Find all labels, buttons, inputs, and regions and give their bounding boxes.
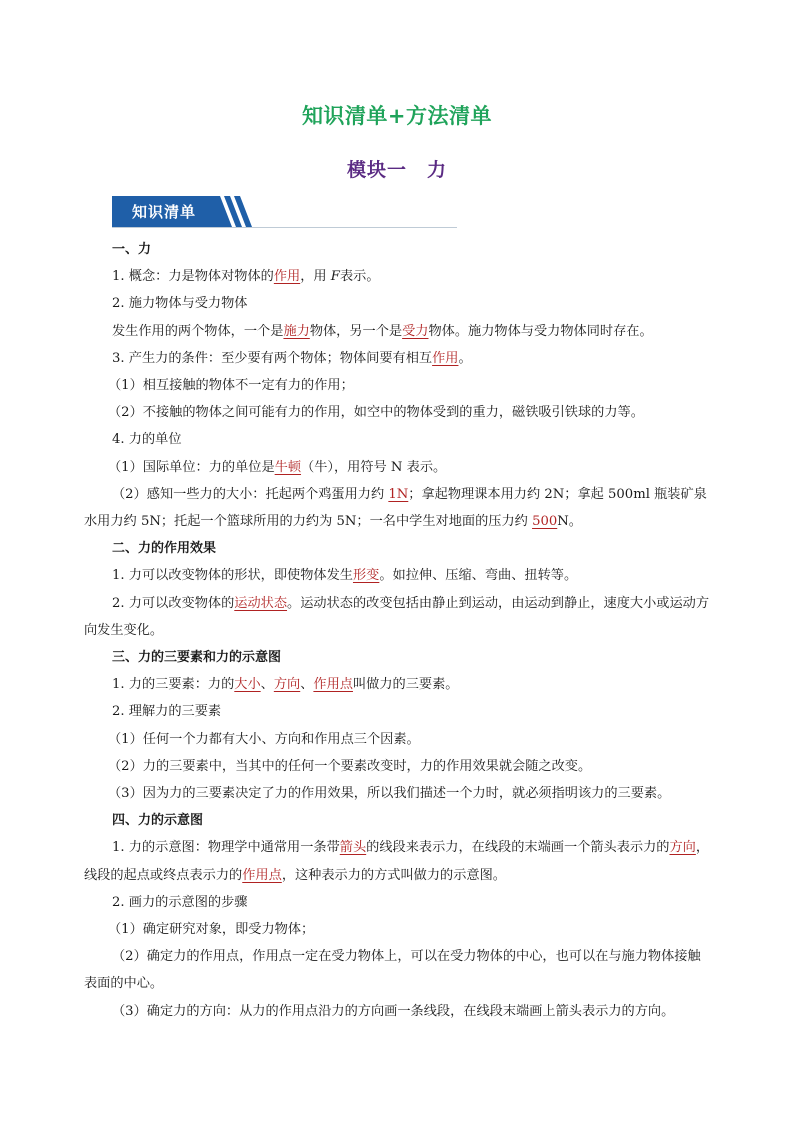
- text: 2. 力可以改变物体的: [112, 595, 235, 611]
- paragraph: 4. 力的单位: [112, 432, 182, 448]
- paragraph: （3）因为力的三要素决定了力的作用效果，所以我们描述一个力时，就必须指明该力的三要素。: [108, 786, 671, 802]
- keyword: 1N: [388, 486, 409, 502]
- text: 1. 力的示意图：物理学中通常用一条带: [112, 840, 340, 856]
- text: 、: [260, 677, 274, 693]
- text: 、: [300, 677, 314, 693]
- paragraph: [84, 481, 712, 535]
- paragraph: 2. 理解力的三要素: [112, 704, 222, 720]
- paragraph: [84, 263, 712, 290]
- document-title: 知识清单+方法清单: [301, 104, 493, 128]
- paragraph: （1）任何一个力都有大小、方向和作用点三个因素。: [108, 731, 420, 747]
- paragraph: [84, 318, 712, 345]
- keyword: 牛顿: [274, 459, 302, 475]
- section-heading-1: 一、力: [112, 242, 152, 257]
- text: 3. 产生力的条件：至少要有两个物体；物体间要有相互: [112, 350, 433, 366]
- module-title: 模块一 力: [346, 159, 447, 181]
- section-banner: [112, 196, 457, 232]
- text: ，这种表示力的方式叫做力的示意图。: [281, 867, 506, 883]
- section-heading-4: 四、力的示意图: [112, 813, 204, 829]
- text: 1. 力的三要素：力的: [112, 677, 235, 693]
- paragraph: （1）确定研究对象，即受力物体；: [108, 922, 315, 938]
- section-heading-3: 三、力的三要素和力的示意图: [112, 650, 282, 666]
- text: 表示。: [339, 269, 380, 285]
- keyword: 大小: [234, 677, 261, 693]
- text: 的线段来表示力，在线段的末端画一个箭头表示力的: [366, 840, 670, 856]
- paragraph: [84, 454, 712, 481]
- keyword: 受力: [402, 323, 429, 339]
- symbol: F: [330, 269, 340, 285]
- text: 。: [458, 350, 472, 366]
- paragraph: 2. 施力物体与受力物体: [112, 296, 248, 312]
- paragraph: [84, 590, 712, 644]
- section-heading-2: 二、力的作用效果: [112, 541, 217, 557]
- text: N。: [557, 514, 582, 530]
- keyword: 施力: [283, 323, 310, 339]
- paragraph: （2）力的三要素中，当其中的任何一个要素改变时，力的作用效果就会随之改变。: [108, 758, 592, 774]
- paragraph: （2）不接触的物体之间可能有力的作用，如空中的物体受到的重力，磁铁吸引铁球的力等。: [108, 405, 644, 421]
- paragraph: [84, 671, 712, 698]
- paragraph: （3）确定力的方向：从力的作用点沿力的方向画一条线段，在线段末端画上箭头表示力的方向。: [112, 1003, 675, 1019]
- paragraph: [84, 834, 712, 888]
- text: 物体，另一个是: [309, 323, 403, 339]
- banner-underline: [112, 227, 457, 228]
- keyword: 箭头: [339, 840, 367, 856]
- keyword: 形变: [352, 568, 380, 584]
- text: 1. 力可以改变物体的形状，即使物体发生: [112, 568, 353, 584]
- text: 发生作用的两个物体，一个是: [112, 323, 284, 339]
- text: （2）感知一些力的大小：托起两个鸡蛋用力约: [112, 486, 389, 502]
- paragraph: [84, 345, 712, 372]
- keyword: 作用点: [313, 677, 353, 693]
- text: ，线段的起点或终点表示力的: [84, 840, 710, 883]
- keyword: 作用: [273, 269, 301, 285]
- text: ；拿起物理课本用力约 2N；拿起 500ml 瓶装矿泉水用力约 5N；托起一个篮球所用的力约为 5N；一名中学生对地面的压力约: [84, 486, 707, 530]
- text: 。运动状态的改变包括由静止到运动，由运动到静止，速度大小或运动方向发生变化。: [84, 595, 710, 638]
- text: ，用: [300, 269, 331, 285]
- paragraph: （1）相互接触的物体不一定有力的作用；: [108, 378, 354, 394]
- text: 叫做力的三要素。: [352, 677, 459, 693]
- keyword: 方向: [669, 840, 696, 856]
- text: 物体。施力物体与受力物体同时存在。: [428, 323, 653, 339]
- keyword: 作用: [432, 350, 459, 366]
- keyword: 500: [532, 514, 558, 530]
- text: （1）国际单位：力的单位是: [108, 459, 275, 475]
- paragraph: 2. 画力的示意图的步骤: [112, 894, 248, 910]
- keyword: 运动状态: [234, 595, 288, 611]
- banner-label: 知识清单: [132, 203, 197, 221]
- paragraph: （2）确定力的作用点，作用点一定在受力物体上，可以在受力物体的中心，也可以在与施力物体接触表面的中心。: [84, 949, 701, 992]
- keyword: 方向: [273, 677, 301, 693]
- text: （牛），用符号 N 表示。: [301, 459, 447, 475]
- paragraph: [84, 562, 712, 589]
- text: 1. 概念：力是物体对物体的: [112, 269, 274, 285]
- document-body: [84, 236, 712, 1025]
- keyword: 作用点: [242, 867, 282, 883]
- text: 。如拉伸、压缩、弯曲、扭转等。: [379, 568, 578, 584]
